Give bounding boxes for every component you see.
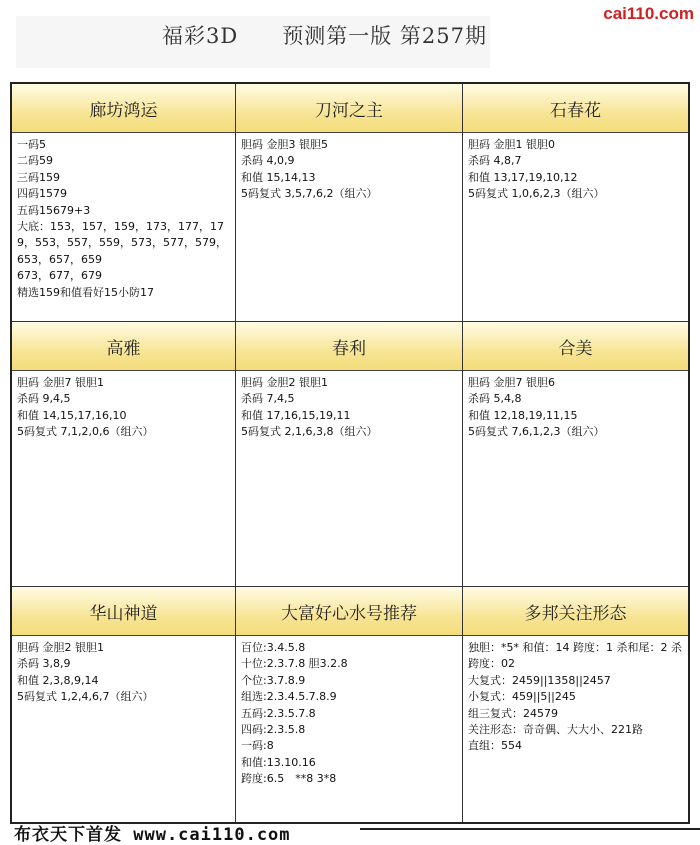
panel-line: 跨度:6.5 **8 3*8 (241, 772, 337, 786)
panel-line: 一码:8 (241, 739, 274, 753)
panel-line: 5码复式 1,0,6,2,3（组六） (468, 187, 605, 201)
prediction-panel (463, 84, 688, 322)
title-bar (0, 0, 700, 78)
panel-line: 个位:3.7.8.9 (241, 673, 306, 687)
prediction-panel (12, 587, 236, 822)
panel-line: 精选159和值看好15小防17 (17, 285, 154, 299)
panel-title: 廊坊鸿运 (12, 84, 235, 133)
panel-line: 组选:2.3.4.5.7.8.9 (241, 690, 337, 704)
prediction-panel (463, 587, 688, 822)
panel-line: 五码15679+3 (17, 203, 91, 217)
panel-line: 5码复式 7,6,1,2,3（组六） (468, 425, 605, 439)
panel-body (463, 636, 688, 759)
panel-body (236, 636, 462, 792)
prediction-panel (463, 322, 688, 587)
panel-line: 5码复式 7,1,2,0,6（组六） (17, 425, 154, 439)
panel-line: 673，677，679 (17, 269, 102, 283)
panel-line: 十位:2.3.7.8 胆3.2.8 (241, 657, 348, 671)
panel-body (236, 371, 462, 445)
panel-title: 春利 (236, 322, 462, 371)
panel-line: 和值 14,15,17,16,10 (17, 408, 127, 422)
prediction-panel (12, 322, 236, 587)
panel-line: 四码:2.3.5.8 (241, 723, 306, 737)
panel-body (463, 371, 688, 445)
panel-line: 5码复式 1,2,4,6,7（组六） (17, 690, 154, 704)
panel-title: 刀河之主 (236, 84, 462, 133)
panel-line: 5码复式 2,1,6,3,8（组六） (241, 425, 378, 439)
panel-line: 和值 12,18,19,11,15 (468, 408, 578, 422)
panel-title: 高雅 (12, 322, 235, 371)
panel-body (12, 636, 235, 710)
prediction-panel (236, 84, 463, 322)
panel-line: 胆码 金胆7 银胆1 (17, 376, 104, 389)
panel-title: 华山神道 (12, 587, 235, 636)
panel-line: 和值 2,3,8,9,14 (17, 673, 99, 687)
page-title: 福彩3D 预测第一版 第257期 (162, 24, 487, 48)
panel-line: 三码159 (17, 170, 60, 184)
panel-title: 合美 (463, 322, 688, 371)
panel-line: 杀码 4,8,7 (468, 154, 522, 168)
footer-divider (360, 828, 700, 830)
panel-line: 小复式：459||5||245 (468, 690, 576, 704)
panel-line: 百位:3.4.5.8 (241, 641, 306, 654)
prediction-grid (10, 82, 690, 824)
panel-line: 五码:2.3.5.7.8 (241, 706, 316, 720)
panel-line: 和值 15,14,13 (241, 170, 316, 184)
panel-line: 一码5 (17, 138, 46, 151)
panel-line: 独胆：*5* 和值：14 跨度：1 杀和尾：2 杀跨度：02 (468, 641, 682, 671)
prediction-panel (236, 322, 463, 587)
panel-line: 二码59 (17, 154, 53, 168)
panel-line: 关注形态：奇奇偶、大大小、221路 (468, 723, 643, 737)
prediction-panel (236, 587, 463, 822)
site-logo[interactable]: cai110.com (603, 4, 694, 23)
panel-line: 和值 13,17,19,10,12 (468, 170, 578, 184)
panel-line: 大复式：2459||1358||2457 (468, 673, 611, 687)
panel-body (236, 133, 462, 207)
panel-line: 四码1579 (17, 187, 67, 201)
panel-line: 胆码 金胆2 银胆1 (17, 641, 104, 654)
panel-line: 杀码 9,4,5 (17, 392, 71, 406)
panel-line: 大底：153，157，159，173，177，179，553，557，559，573，577，579，653，657，659 (17, 220, 227, 266)
panel-title: 石春花 (463, 84, 688, 133)
panel-title: 大富好心水号推荐 (236, 587, 462, 636)
panel-body (463, 133, 688, 207)
panel-line: 胆码 金胆7 银胆6 (468, 376, 555, 389)
panel-line: 杀码 7,4,5 (241, 392, 295, 406)
prediction-panel (12, 84, 236, 322)
panel-body (12, 133, 235, 305)
panel-line: 胆码 金胆3 银胆5 (241, 138, 328, 151)
panel-line: 和值 17,16,15,19,11 (241, 408, 351, 422)
panel-line: 杀码 5,4,8 (468, 392, 522, 406)
panel-line: 和值:13.10.16 (241, 755, 316, 769)
panel-line: 杀码 4,0,9 (241, 154, 295, 168)
footer-text: 布衣天下首发 www.cai110.com (14, 825, 291, 845)
panel-line: 胆码 金胆2 银胆1 (241, 376, 328, 389)
panel-title: 多邦关注形态 (463, 587, 688, 636)
panel-line: 组三复式：24579 (468, 706, 558, 720)
panel-line: 5码复式 3,5,7,6,2（组六） (241, 187, 378, 201)
panel-line: 杀码 3,8,9 (17, 657, 71, 671)
panel-line: 胆码 金胆1 银胆0 (468, 138, 555, 151)
panel-body (12, 371, 235, 445)
panel-line: 直组：554 (468, 739, 522, 753)
